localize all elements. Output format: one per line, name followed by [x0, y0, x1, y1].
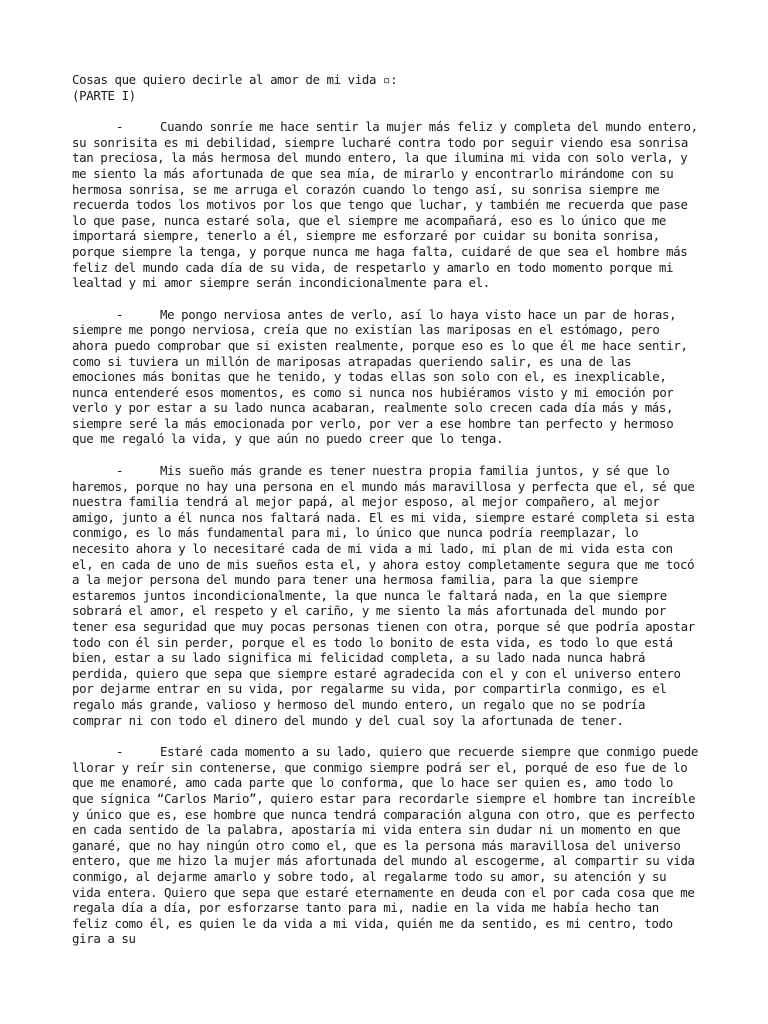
- document-title: Cosas que quiero decirle al amor de mi vida ▫:: [72, 72, 398, 87]
- document-body: [72, 72, 700, 947]
- paragraph-2: [72, 307, 700, 447]
- paragraph-text: Me pongo nerviosa antes de verlo, así lo haya visto hace un par de horas, siempre me pongo nerviosa, creía que no existían las mariposas en el estómago, pero ahora puedo comprobar que si existen realmente, porque eso es lo que él me hace sentir, como si tuviera un millón de mariposas atrapadas queriendo salir, es una de las emociones más bonitas que he tenido, y todas ellas son solo con el, es inexplicable, nunca entenderé esos momentos, es como si nunca nos hubiéramos visto y mi emoción por verlo y por estar a su lado nunca acabaran, realmente solo crecen cada día más y más, siempre seré la más emocionada por verlo, por ver a ese hombre tan perfecto y hermoso que me regaló la vida, y que aún no puedo creer que lo tenga.: [72, 306, 688, 447]
- paragraph-1: [72, 119, 700, 291]
- paragraph-4: [72, 744, 700, 947]
- bullet-dash: -: [116, 744, 124, 760]
- document-subtitle: (PARTE I): [72, 87, 136, 103]
- bullet-dash: -: [116, 119, 124, 135]
- paragraph-3: [72, 463, 700, 728]
- bullet-dash: -: [116, 306, 124, 322]
- paragraph-text: Cuando sonríe me hace sentir la mujer más feliz y completa del mundo entero, su sonrisita es mi debilidad, siempre lucharé contra todo por seguir viendo esa sonrisa tan preciosa, la más hermosa del mundo entero, la que ilumina mi vida con solo verla, y me siento la más afortunada de que sea mía, de mirarlo y encontrarlo mirándome con su hermosa sonrisa, se me arruga el corazón cuando lo tengo así, su sonrisa siempre me recuerda todos los motivos por los que tengo que luchar, y también me recuerda que pase lo que pase, nunca estaré sola, que el siempre me acompañará, eso es lo único que me importará siempre, tenerlo a él, siempre me esforzaré por cuidar su bonita sonrisa, porque siempre la tenga, y porque nunca me haga falta, cuidaré de que sea el hombre más feliz del mundo cada día de su vida, de respetarlo y amarlo en todo momento porque mi lealtad y mi amor siempre serán incondicionalmente para el.: [72, 119, 698, 291]
- paragraph-text: Mis sueño más grande es tener nuestra propia familia juntos, y sé que lo haremos, porque no hay una persona en el mundo más maravillosa y perfecta que el, sé que nuestra familia tendrá al mejor papá, al mejor esposo, al mejor compañero, al mejor amigo, junto a él nunca nos faltará nada. El es mi vida, siempre estaré completa si esta conmigo, es lo más fundamental para mi, lo único que nunca podría reemplazar, lo necesito ahora y lo necesitaré cada de mi vida a mi lado, mi plan de mi vida esta con el, en cada de uno de mis sueños esta el, y ahora estoy completamente segura que me tocó a la mejor persona del mundo para tener una hermosa familia, para la que siempre estaremos juntos incondicionalmente, la que nunca le faltará nada, en la que siempre sobrará el amor, el respeto y el cariño, y me siento la más afortunada del mundo por tener esa seguridad que muy pocas personas tienen con otra, porque sé que podría apostar todo con él sin perder, porque el es todo lo bonito de esta vida, es todo lo que está bien, estar a su lado significa mi felicidad completa, a su lado nada nunca habrá perdida, quiero que sepa que siempre estaré agradecida con el y con el universo entero por dejarme entrar en su vida, por regalarme su vida, por compartirla conmigo, es el regalo más grande, valioso y hermoso del mundo entero, un regalo que no se podría comprar ni con todo el dinero del mundo y del cual soy la afortunada de tener.: [72, 463, 695, 728]
- paragraph-text: Estaré cada momento a su lado, quiero que recuerde siempre que conmigo puede llorar y reír sin contenerse, que conmigo siempre podrá ser el, porqué de eso fue de lo que me enamoré, amo cada parte que lo conforma, que lo hace ser quien es, amo todo lo que sígnica “Carlos Mario”, quiero estar para recordarle siempre el hombre tan increíble y único que es, ese hombre que nunca tendrá comparación alguna con otro, que es perfecto en cada sentido de la palabra, apostaría mi vida entera sin dudar ni un momento en que ganaré, que no hay ningún otro como el, que es la persona más maravillosa del universo entero, que me hizo la mujer más afortunada del mundo al escogerme, al compartir su vida conmigo, al dejarme amarlo y sobre todo, al regalarme todo su amor, su atención y su vida entera. Quiero que sepa que estaré eternamente en deuda con el por cada cosa que me regala día a día, por esforzarse tanto para mi, nadie en la vida me había hecho tan feliz como él, es quien le da vida a mi vida, quién me da sentido, es mi centro, todo gira a su: [72, 744, 698, 947]
- bullet-dash: -: [116, 463, 124, 479]
